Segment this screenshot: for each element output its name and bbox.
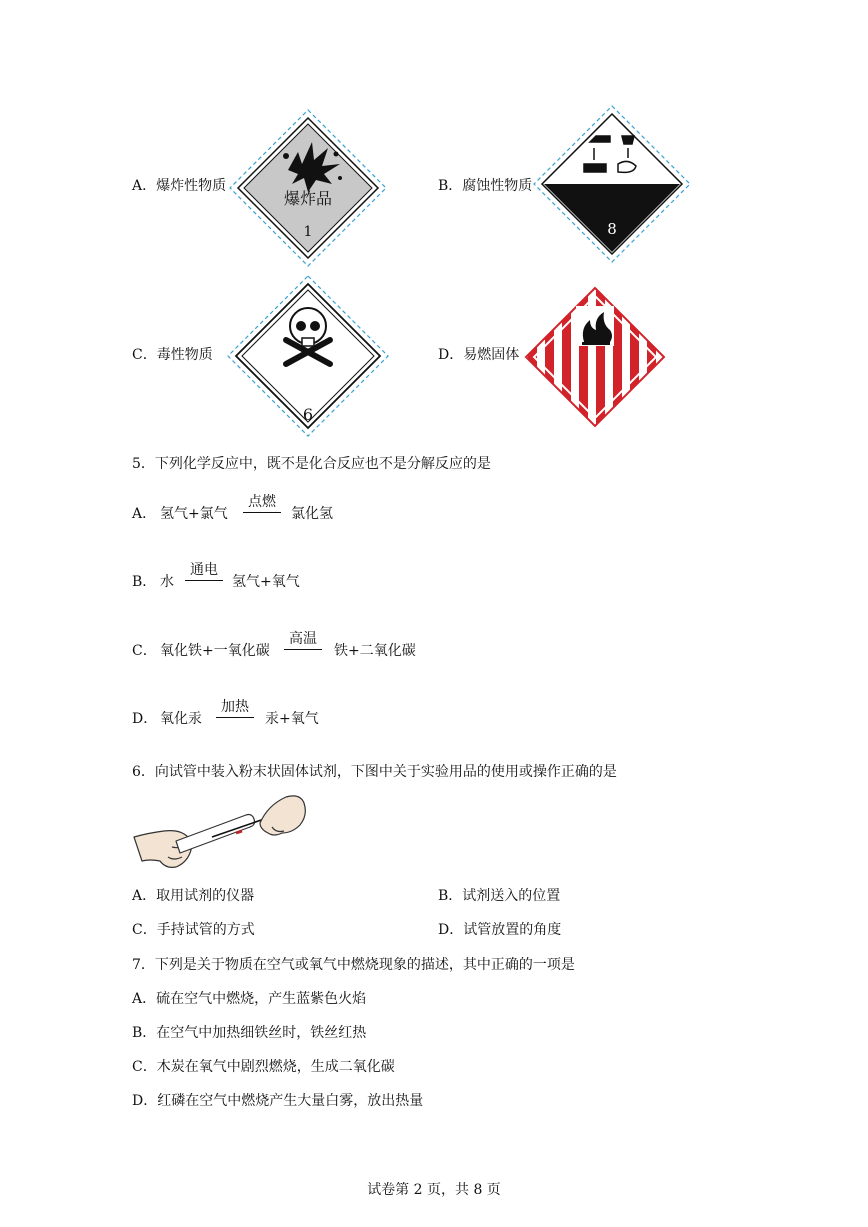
corrosive-sign-number: 8 [607, 220, 617, 238]
q5-option-d-condition: 加热 [216, 699, 254, 718]
q5-option-a-condition: 点燃 [243, 494, 281, 513]
q5-option-c-reactants: 氧化铁+一氧化碳 [160, 643, 270, 659]
q6-stem: 6．向试管中装入粉末状固体试剂，下图中关于实验用品的使用或操作正确的是 [132, 764, 617, 780]
q5-option-c-products: 铁+二氧化碳 [334, 643, 416, 659]
toxic-sign-number: 6 [302, 405, 314, 424]
q4-option-b: B．腐蚀性物质 [438, 178, 533, 194]
q5-option-b-reactants: 水 [160, 574, 174, 590]
q5-option-c-condition: 高温 [284, 631, 322, 650]
right-hand-icon [260, 796, 305, 835]
q7-option-d: D．红磷在空气中燃烧产生大量白雾，放出热量 [132, 1093, 424, 1109]
q5-option-b-products: 氢气+氧气 [232, 574, 300, 590]
q5-stem: 5．下列化学反应中，既不是化合反应也不是分解反应的是 [132, 456, 491, 472]
q5-option-d-products: 汞+氧气 [265, 711, 319, 727]
q6-option-d: D．试管放置的角度 [438, 922, 562, 938]
q7-option-c: C．木炭在氧气中剧烈燃烧，生成二氧化碳 [132, 1059, 395, 1075]
q5-option-c: C． [132, 643, 157, 659]
q6-option-c: C．手持试管的方式 [132, 922, 255, 938]
q5-option-b: B． [132, 574, 157, 590]
q5-option-a: A． [132, 506, 157, 522]
q4-option-a: A．爆炸性物质 [132, 178, 227, 194]
q5-option-a-products: 氯化氢 [291, 506, 333, 522]
flammable-solid-sign [524, 286, 666, 428]
toxic-sign [226, 274, 390, 438]
test-tube-icon [176, 815, 255, 854]
q7-option-a: A．硫在空气中燃烧，产生蓝紫色火焰 [132, 991, 367, 1007]
q6-option-b: B．试剂送入的位置 [438, 888, 561, 904]
q5-option-d-reactants: 氧化汞 [160, 711, 202, 727]
explosive-sign [228, 108, 388, 268]
explosive-sign-text: 爆炸品 [283, 189, 333, 208]
q5-option-d: D． [132, 711, 158, 727]
q5-option-a-reactants: 氢气+氯气 [160, 506, 228, 522]
q4-option-c: C．毒性物质 [132, 347, 213, 363]
explosive-sign-number: 1 [303, 224, 313, 240]
q7-stem: 7．下列是关于物质在空气或氧气中燃烧现象的描述，其中正确的一项是 [132, 957, 575, 973]
q6-option-a: A．取用试剂的仪器 [132, 888, 255, 904]
q7-option-b: B．在空气中加热细铁丝时，铁丝红热 [132, 1025, 367, 1041]
corrosive-sign [532, 104, 692, 264]
q4-option-d: D．易燃固体 [438, 347, 520, 363]
q5-option-b-condition: 通电 [185, 562, 223, 581]
test-tube-illustration [132, 793, 312, 875]
page-footer: 试卷第 2 页，共 8 页 [367, 1182, 501, 1198]
